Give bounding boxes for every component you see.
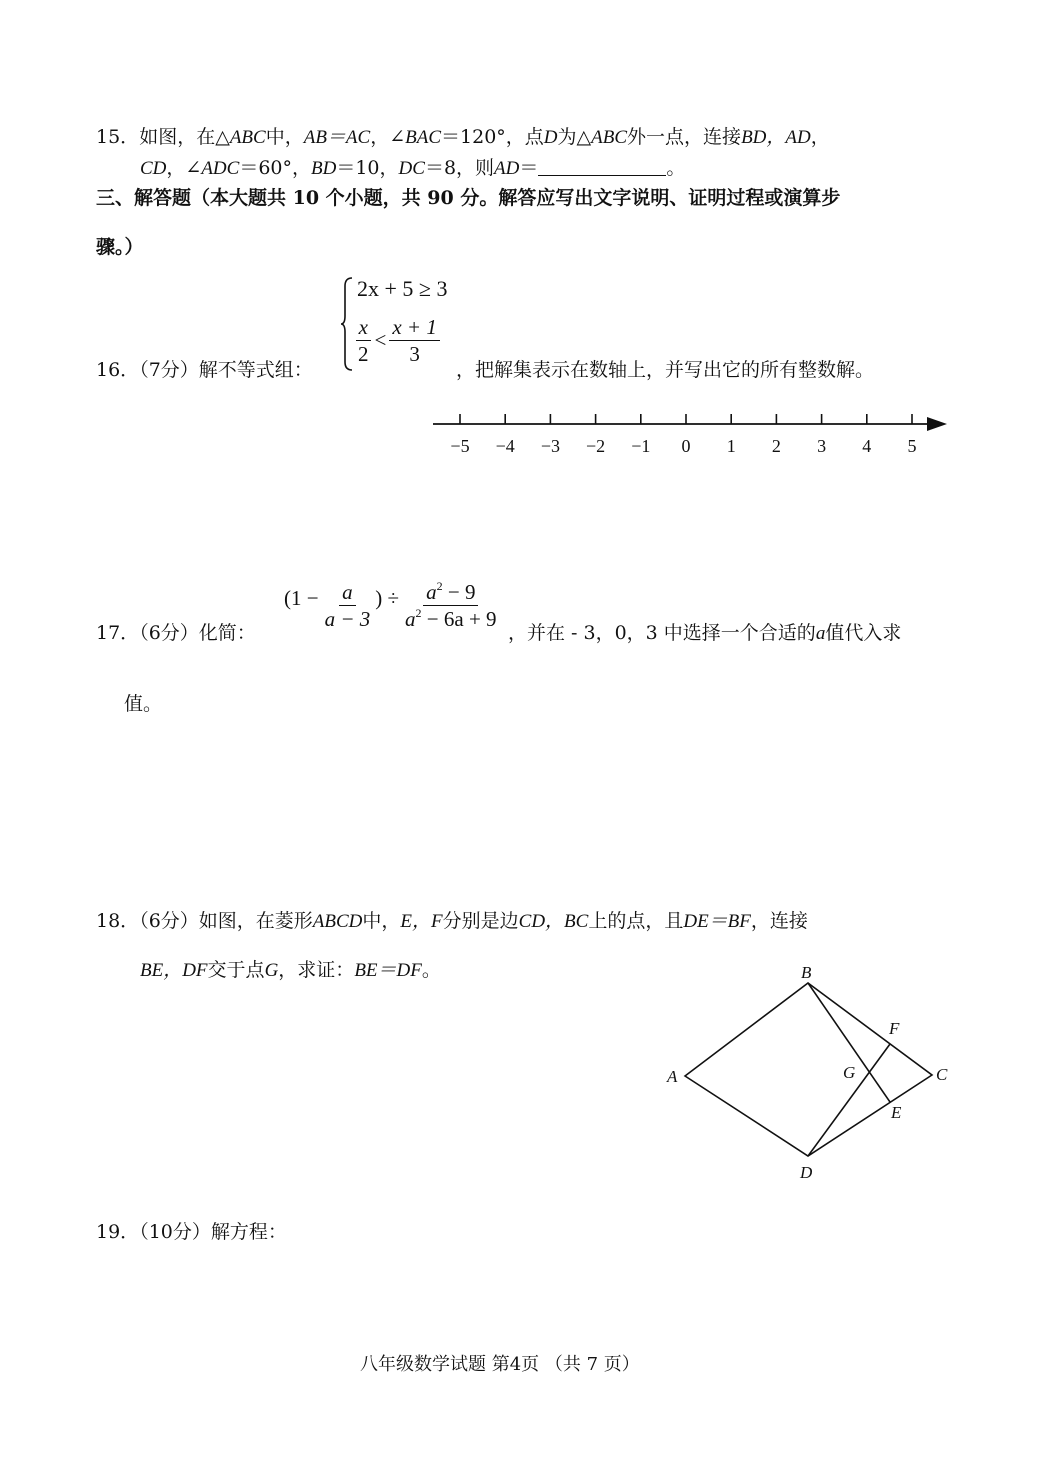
q18-text: 中， [362, 910, 401, 932]
q16-inequality-1 [357, 276, 447, 302]
q15-text: ＝8，则 [424, 157, 495, 179]
q15-text: 外一点，连接 [627, 126, 742, 148]
q17-var: a [815, 623, 826, 644]
term: − 9 [442, 580, 476, 604]
q15-var: AB＝AC [303, 127, 371, 148]
q18-text: ，求证： [278, 959, 355, 981]
q17-line2: 值。 [124, 693, 163, 715]
q17-text: ，并在 - 3，0，3 中选择一个合适的 [508, 622, 816, 644]
q15-var: BD [311, 158, 337, 179]
number-line-label: 3 [817, 436, 827, 456]
q17-paren-open: (1 − [284, 586, 319, 611]
q15-var: D [543, 127, 558, 148]
number-line-label: −1 [631, 436, 651, 456]
q18-line2 [140, 959, 441, 983]
number-line-label: 4 [862, 436, 872, 456]
page-footer: 八年级数学试题 第4页 （共 7 页） [360, 1354, 640, 1375]
brace-icon [340, 276, 354, 372]
number-line-label: 0 [681, 436, 691, 456]
q15-text: ，∠ [166, 157, 202, 179]
q17-number: 17． [96, 622, 140, 644]
q15-text: 中， [265, 126, 304, 148]
q16-prompt [96, 359, 313, 382]
q18-var: ABCD [312, 911, 363, 932]
term: − 6a + 9 [421, 607, 497, 632]
q15-var: ABC [591, 127, 628, 148]
q15-line1 [96, 126, 830, 150]
number-line-label: −5 [450, 436, 470, 456]
q19-prompt [96, 1221, 287, 1244]
q16-prompt-cont: ，把解集表示在数轴上，并写出它的所有整数解。 [456, 359, 875, 381]
point-label-f: F [889, 1019, 900, 1038]
q15-text: 为△ [557, 126, 592, 148]
point-label-e: E [891, 1103, 902, 1122]
q18-var: BE，DF [140, 960, 208, 981]
q15-text: 如图，在△ [139, 126, 230, 148]
q16-inequality-2 [355, 314, 440, 368]
q15-text: ＝ [519, 157, 539, 179]
number-line-label: −2 [586, 436, 606, 456]
rhombus-abcd [685, 983, 932, 1156]
q17-text: （6分）化简： [139, 622, 256, 644]
q18-var: CD，BC [518, 911, 589, 932]
number-line-label: −3 [540, 436, 560, 456]
q16-number: 16． [96, 359, 140, 381]
q18-var: DE＝BF [683, 911, 751, 932]
number-line-label: 5 [907, 436, 917, 456]
q18-var: E，F [400, 911, 443, 932]
q16-text: （7分）解不等式组： [139, 359, 313, 381]
point-label-b: B [801, 963, 812, 982]
q17-fraction-2 [402, 579, 500, 633]
q16-fraction-2 [389, 314, 440, 368]
fraction-denominator [402, 606, 500, 632]
number-line [425, 405, 965, 465]
q17-fraction-1 [322, 579, 374, 633]
exponent: 2 [415, 606, 422, 621]
arrow-icon [927, 417, 947, 431]
q15-answer-blank[interactable] [538, 159, 666, 176]
q15-var: BD，AD [741, 127, 811, 148]
segment-df [808, 1044, 890, 1156]
q15-var: CD [140, 158, 167, 179]
q18-text: ，连接 [750, 910, 808, 932]
fraction-numerator: x [356, 314, 371, 341]
number-line-label: 1 [726, 436, 736, 456]
q19-text: （10分）解方程： [139, 1221, 287, 1243]
q18-var: BE＝DF [354, 960, 422, 981]
point-label-d: D [800, 1163, 813, 1182]
q19-number: 19． [96, 1221, 140, 1243]
number-line-label: −4 [495, 436, 515, 456]
less-than-sign: < [374, 328, 387, 353]
q18-text: 上的点，且 [588, 910, 684, 932]
q15-number: 15． [96, 126, 140, 148]
exponent: 2 [436, 579, 443, 593]
q17-prompt [96, 622, 256, 645]
point-label-c: C [936, 1065, 948, 1084]
number-line-label: 2 [771, 436, 781, 456]
point-label-a: A [667, 1067, 678, 1086]
fraction-denominator: a − 3 [324, 607, 371, 632]
q17-paren-close-divide: ) ÷ [375, 586, 400, 611]
point-label-g: G [843, 1063, 856, 1082]
q15-line2 [140, 157, 685, 181]
section3-heading-cont: 骤。） [96, 236, 144, 258]
number-line-svg [425, 405, 965, 465]
q17-expression [284, 579, 500, 633]
q18-text: （6分）如图，在菱形 [139, 910, 313, 932]
q18-text: 分别是边 [442, 910, 519, 932]
fraction-denominator: 2 [358, 342, 369, 367]
fraction-numerator: x + 1 [389, 314, 440, 341]
q16-eq1-text: 2x + 5 ≥ 3 [357, 276, 448, 301]
q16-fraction-1 [355, 314, 372, 368]
fraction-numerator [423, 579, 478, 606]
q15-text: ，∠ [370, 126, 406, 148]
segment-be [808, 983, 890, 1102]
q17-prompt-cont [508, 622, 901, 646]
q15-text: ＝60°， [239, 157, 312, 179]
section3-heading: 三、解答题（本大题共 10 个小题，共 90 分。解答应写出文字说明、证明过程或演算步 [96, 187, 841, 209]
q15-text: 。 [666, 157, 686, 179]
q15-var: ABC [229, 127, 266, 148]
q15-var: BAC [405, 127, 442, 148]
q18-text: 。 [421, 959, 441, 981]
q18-line1 [96, 910, 808, 934]
var-a: a [405, 607, 416, 632]
fraction-denominator: 3 [409, 342, 420, 367]
q16-inequality-system [340, 276, 455, 374]
fraction-numerator: a [339, 579, 356, 606]
q15-text: ， [810, 126, 830, 148]
rhombus-figure [660, 958, 960, 1188]
q15-text: ＝10， [336, 157, 399, 179]
var-a: a [426, 580, 437, 604]
q18-var: G [264, 960, 279, 981]
q15-var: AD [494, 158, 520, 179]
q18-number: 18． [96, 910, 140, 932]
q17-text: 值代入求 [825, 622, 902, 644]
q15-var: DC [398, 158, 425, 179]
q15-var: ADC [201, 158, 240, 179]
q18-text: 交于点 [207, 959, 265, 981]
q15-text: ＝120°，点 [441, 126, 544, 148]
